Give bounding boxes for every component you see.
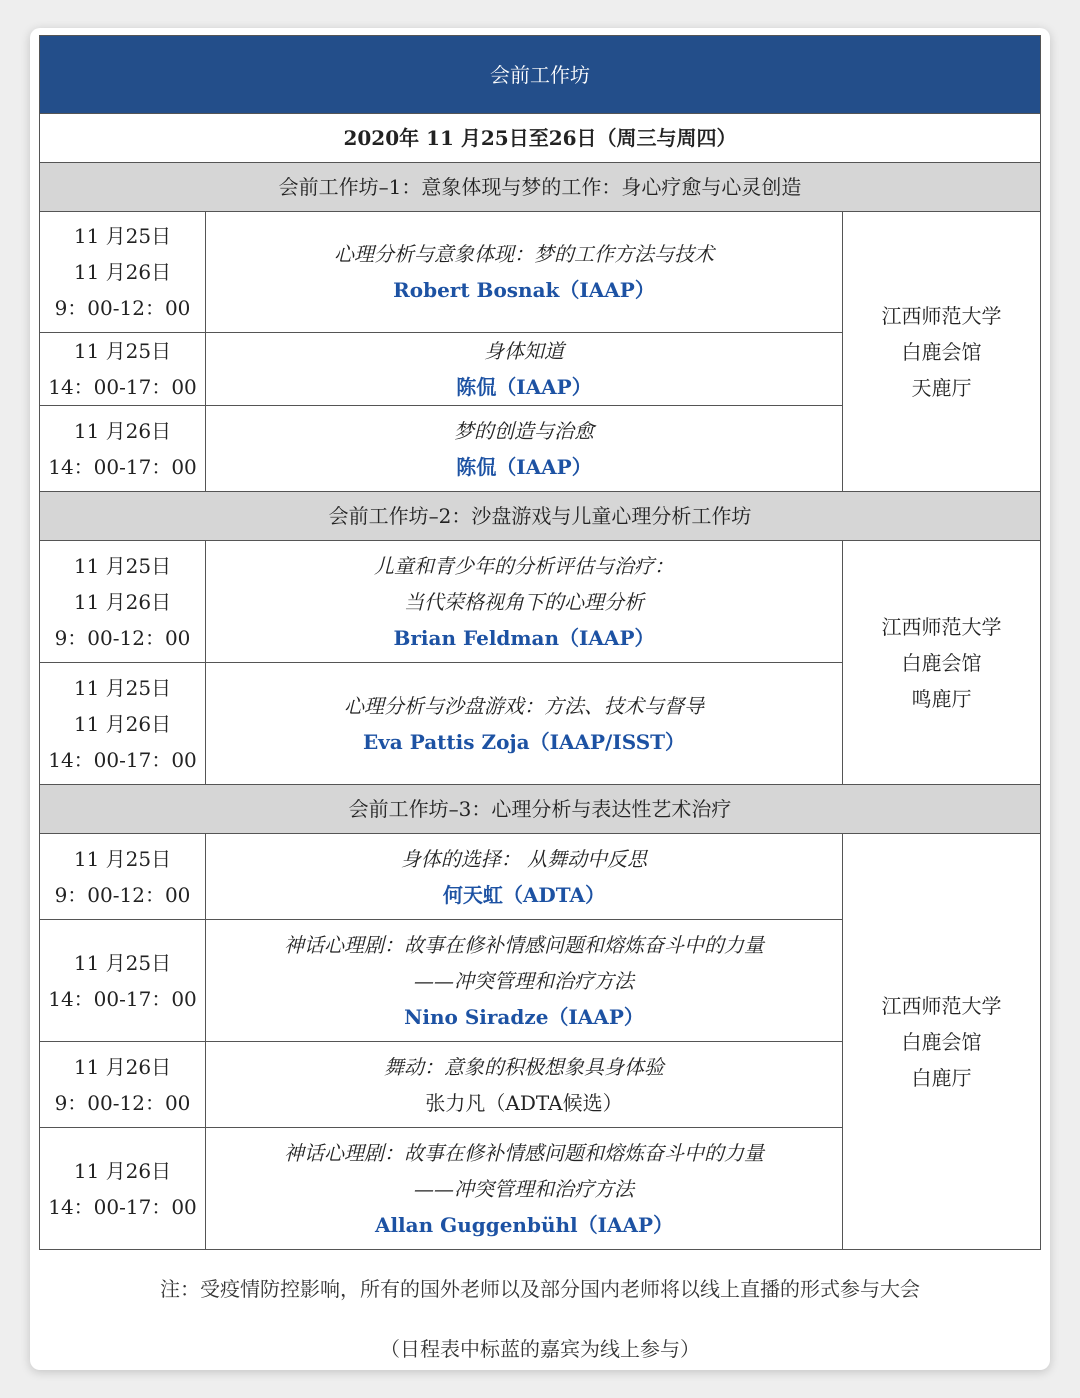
session-speaker: Allan Guggenbühl（IAAP）: [374, 1212, 674, 1237]
time-line: 11 月25日: [73, 950, 172, 975]
date-range: 2020年 11 月25日至26日（周三与周四）: [40, 114, 1041, 163]
session-topic: 神话心理剧：故事在修补情感问题和熔炼奋斗中的力量: [284, 1140, 764, 1165]
time-line: 14：00-17：00: [48, 454, 197, 479]
venue-line: 白鹿会馆: [901, 650, 982, 675]
session-time: [40, 663, 206, 785]
session-time: [40, 333, 206, 406]
time-line: 11 月25日: [73, 224, 172, 248]
session-topic: 身体知道: [484, 339, 564, 363]
session-topic: 梦的创造与治愈: [454, 418, 594, 443]
time-line: 11 月25日: [73, 339, 172, 363]
page-title: 会前工作坊: [40, 36, 1041, 114]
time-line: 14：00-17：00: [48, 986, 197, 1011]
venue-line: 白鹿厅: [911, 1065, 972, 1090]
venue-line: 鸣鹿厅: [911, 686, 972, 711]
session-time: [40, 406, 206, 492]
session-speaker: 陈侃（IAAP）: [456, 375, 592, 399]
schedule-table: [39, 35, 1041, 1250]
session-content: [206, 333, 843, 406]
venue-line: 江西师范大学: [881, 303, 1002, 328]
session-speaker: Robert Bosnak（IAAP）: [393, 278, 655, 302]
session-content: [206, 663, 843, 785]
time-line: 11 月26日: [73, 589, 172, 614]
time-line: 11 月25日: [73, 675, 172, 700]
session-topic: 当代荣格视角下的心理分析: [404, 589, 644, 614]
section-heading: 会前工作坊–2：沙盘游戏与儿童心理分析工作坊: [40, 492, 1041, 541]
note-line-1: 注：受疫情防控影响，所有的国外老师以及部分国内老师将以线上直播的形式参与大会: [160, 1277, 920, 1301]
time-line: 11 月26日: [73, 1158, 172, 1183]
session-speaker: 陈侃（IAAP）: [456, 454, 592, 479]
time-line: 9：00-12：00: [54, 1090, 191, 1115]
venue-line: 白鹿会馆: [901, 1029, 982, 1054]
session-content: [206, 834, 843, 920]
section-header-row: [40, 492, 1041, 541]
session-speaker: Brian Feldman（IAAP）: [393, 625, 655, 650]
session-content: [206, 1042, 843, 1128]
time-line: 11 月25日: [73, 553, 172, 578]
session-topic: ——冲突管理和治疗方法: [414, 968, 634, 993]
venue-line: 江西师范大学: [881, 614, 1002, 639]
session-topic: 舞动：意象的积极想象具身体验: [384, 1054, 664, 1079]
session-speaker: 何天虹（ADTA）: [442, 882, 606, 907]
venue-cell: [843, 541, 1041, 785]
session-row: [40, 541, 1041, 663]
venue-line: 天鹿厅: [911, 375, 972, 400]
session-content: [206, 541, 843, 663]
session-time: [40, 920, 206, 1042]
time-line: 11 月26日: [73, 711, 172, 736]
note-line-2: （日程表中标蓝的嘉宾为线上参与）: [380, 1337, 700, 1361]
title-row: [40, 36, 1041, 114]
session-time: [40, 834, 206, 920]
session-speaker: Eva Pattis Zoja（IAAP/ISST）: [362, 729, 686, 754]
session-speaker: 张力凡（ADTA候选）: [425, 1090, 623, 1115]
venue-cell: [843, 212, 1041, 492]
session-time: [40, 541, 206, 663]
session-time: [40, 212, 206, 333]
time-line: 9：00-12：00: [54, 296, 191, 320]
session-content: [206, 920, 843, 1042]
session-topic: 身体的选择： 从舞动中反思: [400, 846, 648, 871]
session-content: [206, 1128, 843, 1250]
time-line: 14：00-17：00: [48, 747, 197, 772]
time-line: 11 月26日: [73, 260, 172, 284]
section-header-row: [40, 163, 1041, 212]
time-line: 11 月25日: [73, 846, 172, 871]
venue-cell: [843, 834, 1041, 1250]
session-topic: 心理分析与沙盘游戏：方法、技术与督导: [344, 693, 704, 718]
time-line: 14：00-17：00: [48, 375, 197, 399]
time-line: 11 月26日: [73, 1054, 172, 1079]
session-time: [40, 1042, 206, 1128]
session-topic: ——冲突管理和治疗方法: [414, 1176, 634, 1201]
session-content: [206, 406, 843, 492]
section-header-row: [40, 785, 1041, 834]
session-topic: 神话心理剧：故事在修补情感问题和熔炼奋斗中的力量: [284, 932, 764, 957]
time-line: 11 月26日: [73, 418, 172, 443]
venue-line: 江西师范大学: [881, 993, 1002, 1018]
section-heading: 会前工作坊–3：心理分析与表达性艺术治疗: [40, 785, 1041, 834]
session-row: [40, 212, 1041, 333]
section-heading: 会前工作坊–1：意象体现与梦的工作：身心疗愈与心灵创造: [40, 163, 1041, 212]
session-content: [206, 212, 843, 333]
session-row: [40, 834, 1041, 920]
time-line: 14：00-17：00: [48, 1194, 197, 1219]
venue-line: 白鹿会馆: [901, 339, 982, 364]
session-time: [40, 1128, 206, 1250]
session-topic: 儿童和青少年的分析评估与治疗：: [374, 553, 674, 578]
date-row: [40, 114, 1041, 163]
session-topic: 心理分析与意象体现：梦的工作方法与技术: [334, 242, 714, 266]
time-line: 9：00-12：00: [54, 625, 191, 650]
session-speaker: Nino Siradze（IAAP）: [404, 1004, 644, 1029]
time-line: 9：00-12：00: [54, 882, 191, 907]
